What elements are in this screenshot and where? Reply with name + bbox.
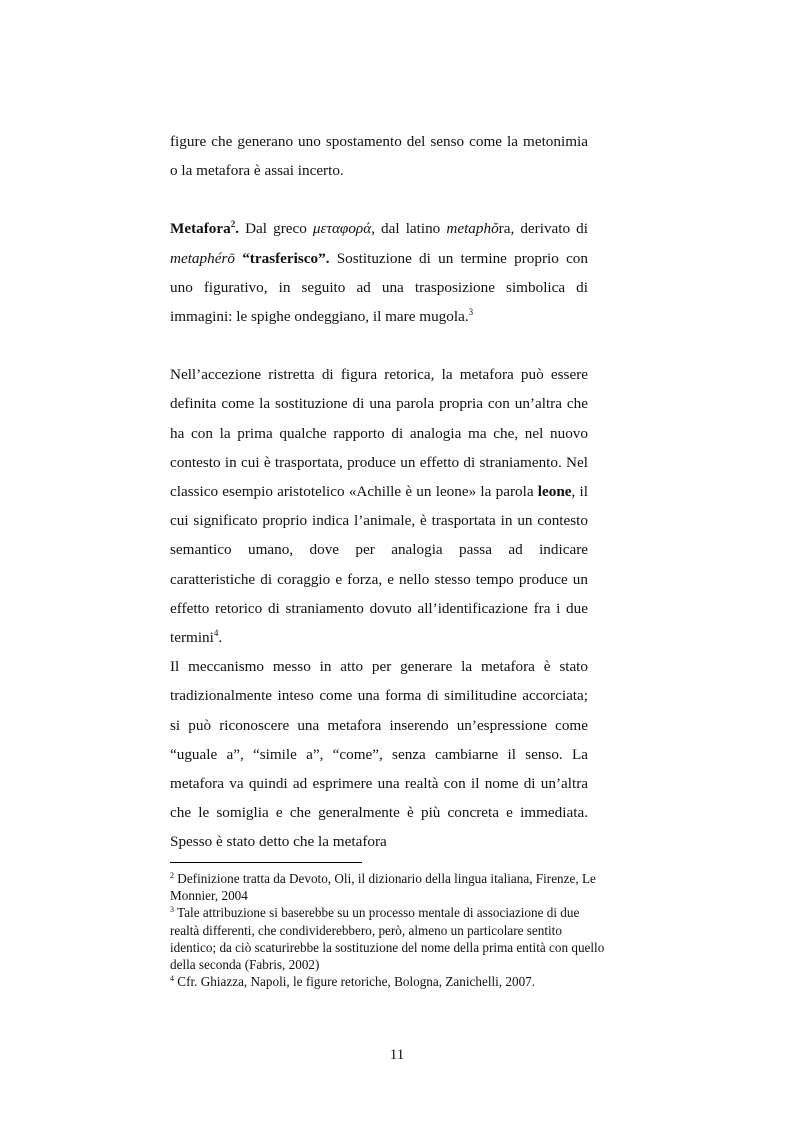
- verb-word: metaphérō: [170, 249, 235, 267]
- greek-word: μεταφορά: [312, 220, 372, 238]
- text-segment: Nell’accezione ristretta di figura retorica, la metafora può essere definita come la sostituzione di una parola propria con un’altra che ha con la prima qualche rapporto di analogia ma che, nel nuovo contesto in cui è trasportata, produce un effetto di straniamento. Nel classico esempio aristotelico «Achille è un leone» la parola: [170, 366, 588, 501]
- footnote-2: [170, 870, 610, 904]
- footnote-ref-2: 2: [230, 219, 236, 230]
- bold-word-leone: leone: [537, 483, 572, 501]
- body-text: [170, 127, 588, 857]
- latin-word: metaphŏ: [446, 220, 499, 238]
- footnote-text: Definizione tratta da Devoto, Oli, il dizionario della lingua italiana, Firenze, Le Monnier, 2004: [170, 871, 596, 904]
- text-segment: .: [218, 629, 223, 647]
- footnote-number: 3: [170, 905, 174, 915]
- text-segment: ra, derivato di: [498, 220, 588, 238]
- footnote-divider: [170, 862, 362, 863]
- paragraph-4: Il meccanismo messo in atto per generare la metafora è stato tradizionalmente inteso come una forma di similitudine accorciata; si può riconoscere una metafora inserendo un’espressione come “uguale a”, “simile a”, “come”, senza cambiarne il senso. La metafora va quindi ad esprimere una realtà con il nome di un’altra che le somiglia e che generalmente è più concreta e immediata. Spesso è stato detto che la metafora: [170, 658, 588, 851]
- term-dot: .: [235, 220, 240, 238]
- footnote-4: [170, 973, 610, 990]
- text-segment: Dal greco: [239, 220, 313, 238]
- footnote-number: 2: [170, 871, 174, 880]
- text-segment: Sostituzione di un termine proprio con uno figurativo, in seguito ad una trasposizione simbolica di immagini: le spighe ondeggiano, il mare mugola.: [170, 249, 588, 326]
- footnote-ref-4: 4: [213, 628, 219, 639]
- footnote-number: 4: [170, 974, 174, 984]
- page-number: 11: [389, 1047, 405, 1063]
- paragraph-1: figure che generano uno spostamento del senso come la metonimia o la metafora è assai incerto.: [170, 133, 588, 180]
- text-segment: , dal latino: [371, 220, 447, 238]
- paragraph-3: [170, 360, 588, 652]
- footnotes: [170, 870, 610, 990]
- meaning-word: “trasferisco”.: [242, 249, 330, 267]
- paragraph-metafora-definition: [170, 214, 588, 331]
- text-segment: , il cui significato proprio indica l’animale, è trasportata in un contesto semantico umano, dove per analogia passa ad indicare caratteristiche di coraggio e forza, e nello stesso tempo produce un effetto retorico di straniamento dovuto all’identificazione fra i due termini: [170, 483, 588, 647]
- footnote-text: Cfr. Ghiazza, Napoli, le figure retoriche, Bologna, Zanichelli, 2007.: [174, 974, 536, 990]
- term-metafora: Metafora: [170, 220, 231, 238]
- footnote-text: Tale attribuzione si baserebbe su un processo mentale di associazione di due realtà differenti, che condividerebbero, però, almeno un particolare sentito identico; da ciò scaturirebbe la sostituzione del nome della prima entità con quello della seconda (Fabris, 2002): [170, 905, 605, 973]
- footnote-ref-3: 3: [468, 307, 474, 318]
- footnote-3: [170, 904, 610, 973]
